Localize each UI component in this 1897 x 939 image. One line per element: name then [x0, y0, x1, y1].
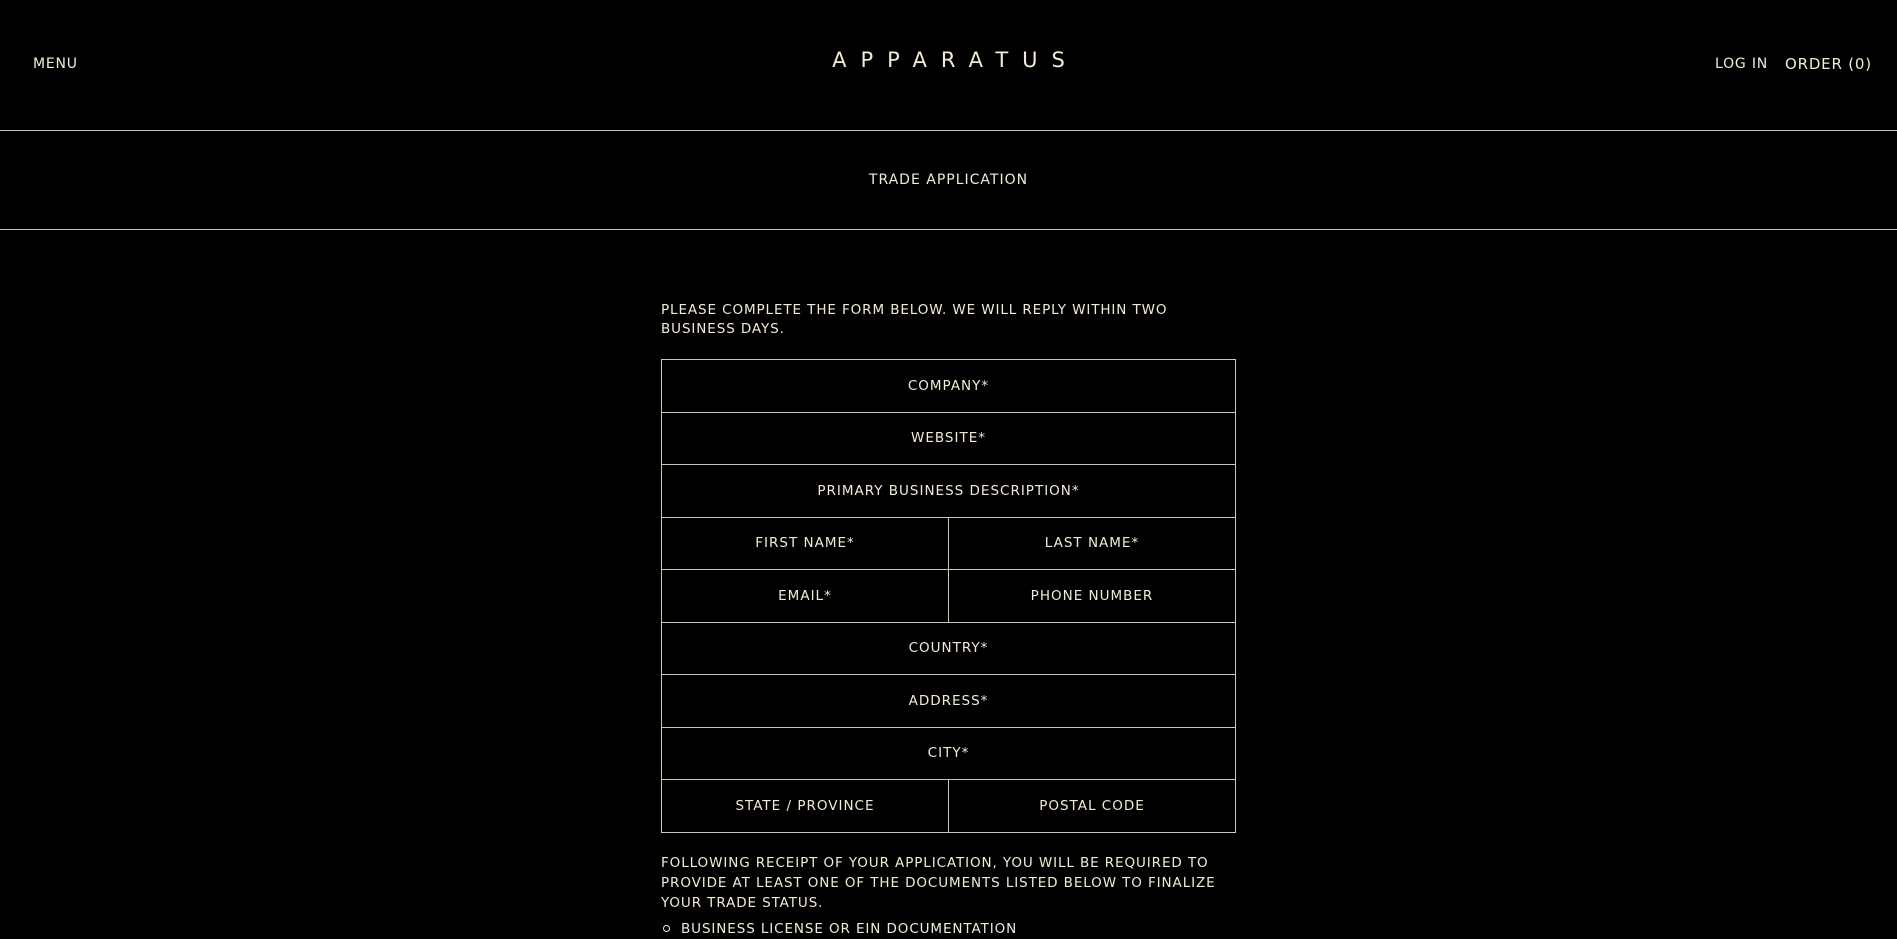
state-province-field[interactable]: [662, 780, 948, 832]
form-row: [662, 518, 1235, 571]
documents-instructions: FOLLOWING RECEIPT OF YOUR APPLICATION, YOU WILL BE REQUIRED TO PROVIDE AT LEAST ONE OF THE DOCUMENTS LISTED BELOW TO FINALIZE YOUR TRADE STATUS.: [661, 854, 1216, 911]
last-name-input[interactable]: [949, 518, 1235, 570]
postal-code-input[interactable]: [949, 780, 1235, 832]
business-description-field[interactable]: [662, 465, 1235, 517]
city-input[interactable]: [662, 728, 1235, 780]
first-name-field[interactable]: [662, 518, 948, 570]
page-title: TRADE APPLICATION: [0, 131, 1897, 230]
trade-application-form: [661, 359, 1236, 833]
city-field[interactable]: [662, 728, 1235, 780]
circle-bullet-icon: [663, 925, 670, 932]
first-name-input[interactable]: [662, 518, 948, 570]
form-row: [662, 413, 1235, 466]
website-field[interactable]: [662, 413, 1235, 465]
log-in-link[interactable]: LOG IN: [1715, 56, 1769, 72]
address-field[interactable]: [662, 675, 1235, 727]
intro-text: PLEASE COMPLETE THE FORM BELOW. WE WILL REPLY WITHIN TWO BUSINESS DAYS.: [661, 302, 1168, 337]
trade-application-section: [661, 301, 1236, 939]
postal-code-field[interactable]: [948, 780, 1235, 832]
last-name-field[interactable]: [948, 518, 1235, 570]
country-field[interactable]: [662, 623, 1235, 675]
document-label: BUSINESS LICENSE OR EIN DOCUMENTATION: [681, 920, 1018, 937]
menu-button[interactable]: MENU: [33, 56, 78, 72]
state-province-input[interactable]: [662, 780, 948, 832]
email-input[interactable]: [662, 570, 948, 622]
website-input[interactable]: [662, 413, 1235, 465]
form-row: [662, 728, 1235, 781]
email-field[interactable]: [662, 570, 948, 622]
site-header: [0, 0, 1897, 131]
address-input[interactable]: [662, 675, 1235, 727]
order-cart-link[interactable]: ORDER (0): [1785, 55, 1872, 73]
phone-field[interactable]: [948, 570, 1235, 622]
form-row: [662, 570, 1235, 623]
site-logo[interactable]: APPARATUS: [832, 48, 1079, 72]
business-description-input[interactable]: [662, 465, 1235, 517]
company-field[interactable]: [662, 360, 1235, 412]
form-row: [662, 623, 1235, 676]
form-row: [662, 465, 1235, 518]
phone-input[interactable]: [949, 570, 1235, 622]
form-row: [662, 360, 1235, 413]
form-row: [662, 675, 1235, 728]
form-row: [662, 780, 1235, 833]
company-input[interactable]: [662, 360, 1235, 412]
country-select[interactable]: [662, 623, 1235, 675]
